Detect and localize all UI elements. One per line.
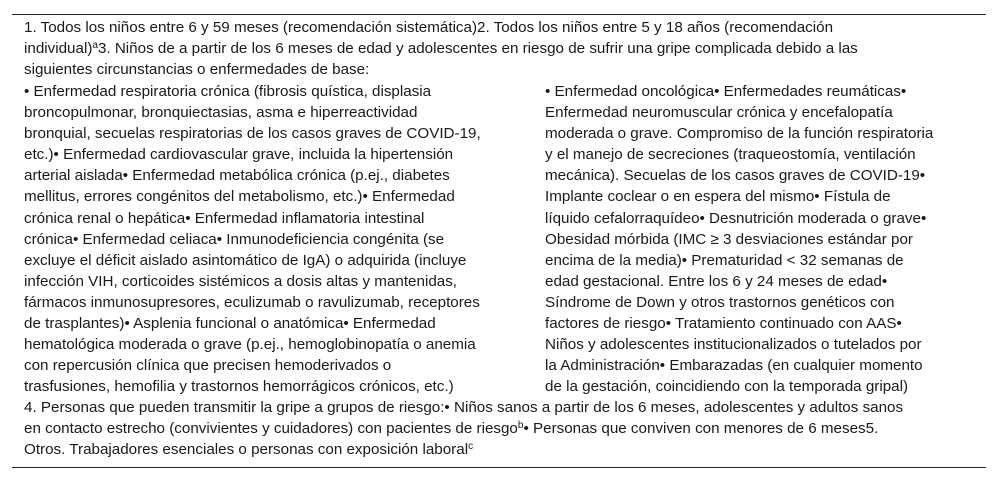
- table-bottom-rule: [12, 467, 986, 468]
- intro-line-2-end: 3. Niños de a partir de los 6 meses de edad y adolescentes en riesgo de sufrir una gripe complicada debido a las: [97, 40, 858, 58]
- closing-line-2-start: en contacto estrecho (convivientes y cuidadores) con pacientes de riesgo: [24, 420, 518, 438]
- intro-line-1: 1. Todos los niños entre 6 y 59 meses (recomendación sistemática)2. Todos los niños entre 5 y 18 años (recomendación: [24, 19, 834, 36]
- closing-line-1: 4. Personas que pueden transmitir la gripe a grupos de riesgo:• Niños sanos a partir de los 6 meses, adolescentes y adultos sanos: [24, 399, 904, 416]
- footnote-b: b: [517, 420, 524, 432]
- closing-text: [24, 397, 979, 460]
- intro-line-2-start: individual): [24, 40, 93, 58]
- left-column-conditions: • Enfermedad respiratoria crónica (fibrosis quística, displasia broncopulmonar, bronquiectasias, asma e hiperreactividad bronquial, secuelas respiratorias de los casos graves de COVID-19, etc.)• Enfermedad cardiovascular grave, incluida la hipertensión arterial aislada• Enfermedad metabólica crónica (p.ej., diabetes mellitus, errores congénitos del metabolismo, etc.)• Enfermedad crónica renal o hepática• Enfermedad inflamatoria intestinal crónica• Enfermedad celiaca• Inmunodeficiencia congénita (se excluye el déficit aislado asintomático de IgA) o adquirida (incluye infección VIH, corticoides sistémicos a dosis altas y mantenidas, fármacos inmunosupresores, eculizumab o ravulizumab, receptores de trasplantes)• Asplenia funcional o anatómica• Enfermedad hematológica moderada o grave (p.ej., hemoglobinopatía o anemia con repercusión clínica que precisen hemoderivados o trasfusiones, hemofilia y trastornos hemorrágicos crónicos, etc.): [24, 83, 481, 396]
- intro-line-3: siguientes circunstancias o enfermedades de base:: [24, 61, 370, 79]
- closing-line-3: Otros. Trabajadores esenciales o personas con exposición laboral: [24, 441, 469, 459]
- closing-line-2-end: • Personas que conviven con menores de 6 meses5.: [523, 420, 879, 438]
- right-column-conditions: • Enfermedad oncológica• Enfermedades reumáticas• Enfermedad neuromuscular crónica y encefalopatía moderada o grave. Compromiso de la función respiratoria y el manejo de secreciones (traqueostomía, ventilación mecánica). Secuelas de los casos graves de COVID-19• Implante coclear o en espera del mismo• Fístula de líquido cefalorraquídeo• Desnutrición moderada o grave• Obesidad mórbida (IMC ≥ 3 desviaciones estándar por encima de la media)• Prematuridad < 32 semanas de edad gestacional. Entre los 6 y 24 meses de edad• Síndrome de Down y otros trastornos genéticos con factores de riesgo• Tratamiento continuado con AAS• Niños y adolescentes institucionalizados o tutelados por la Administración• Embarazadas (en cualquier momento de la gestación, coincidiendo con la temporada gripal): [545, 83, 934, 396]
- footnote-c: c: [468, 441, 474, 453]
- intro-text: [24, 17, 964, 80]
- table-top-rule: [12, 14, 986, 15]
- footnote-a: a: [92, 40, 98, 52]
